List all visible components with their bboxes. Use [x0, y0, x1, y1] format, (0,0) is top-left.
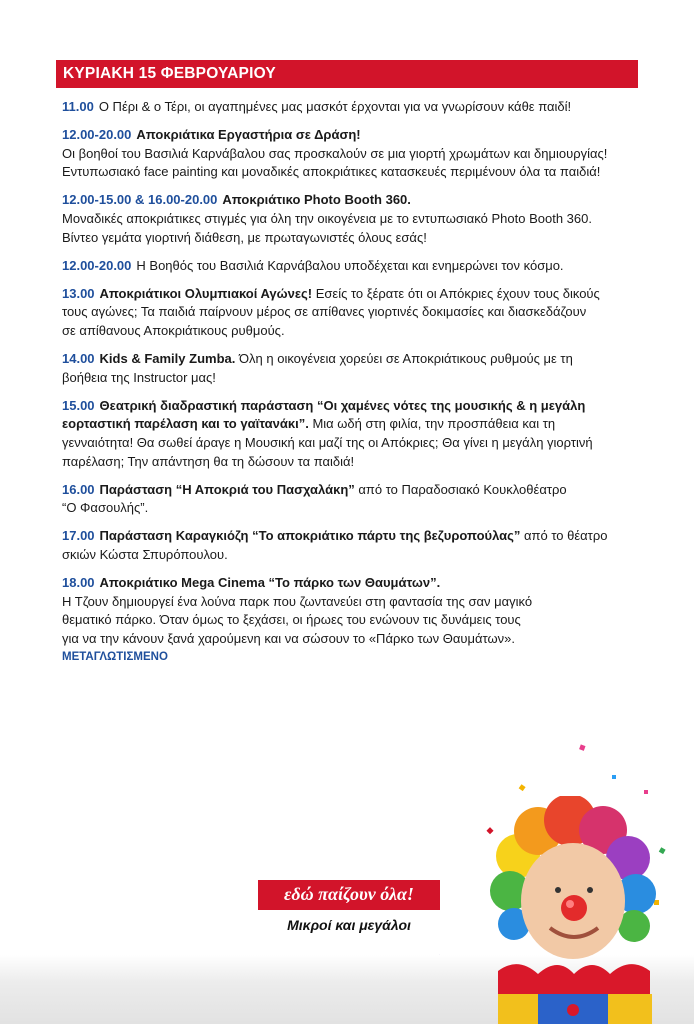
event-title-cont: εορταστική παρέλαση και το γαϊτανάκι”. [62, 416, 309, 432]
event-line: Οι βοηθοί του Βασιλιά Καρνάβαλου σας προσκαλούν σε μια γιορτή χρωμάτων και δημιουργίας! [62, 145, 608, 161]
event-text: Ο Πέρι & ο Τέρι, οι αγαπημένες μας μασκότ έρχονται για να γνωρίσουν κάθε παιδί! [98, 99, 572, 114]
event-title: Παράσταση Καραγκιόζη “Το αποκριάτικο πάρτυ της βεζυροπούλας” [99, 528, 521, 544]
event-line: βοήθεια της Instructor μας! [62, 369, 216, 385]
event-item [62, 257, 652, 276]
event-title: Θεατρική διαδραστική παράσταση “Οι χαμένες νότες της μουσικής & η μεγάλη [99, 397, 586, 413]
event-line: σκιών Κώστα Σπυρόπουλου. [62, 546, 228, 562]
event-title: Αποκριάτικοι Ολυμπιακοί Αγώνες! [99, 285, 313, 301]
event-title: Kids & Family Zumba. [99, 351, 236, 367]
event-item [62, 285, 652, 341]
tagline-logo [258, 880, 440, 910]
event-title: Αποκριάτικα Εργαστήρια σε Δράση! [136, 127, 361, 143]
event-item [62, 574, 652, 667]
event-time: 16.00 [62, 481, 95, 497]
tagline-subtitle: Μικροί και μεγάλοι [287, 917, 411, 933]
event-text: Εσείς το ξέρατε ότι οι Απόκριες έχουν τους δικούς [312, 285, 600, 301]
event-time: 11.00 [62, 99, 94, 114]
event-line: Μοναδικές αποκριάτικες στιγμές για όλη την οικογένεια με το εντυπωσιακό Photo Booth 360. [62, 210, 592, 226]
event-title: Αποκριάτικο Mega Cinema “Το πάρκο των Θαυμάτων”. [99, 574, 441, 590]
event-item [62, 98, 652, 117]
event-time: 18.00 [62, 574, 95, 590]
event-time: 14.00 [62, 351, 95, 367]
tagline-text: εδώ παίζουν όλα! [284, 884, 414, 904]
event-time: 15.00 [62, 397, 95, 413]
event-line: θεματικό πάρκο. Όταν όμως το ξεχάσει, οι ήρωες του ενώνουν τις δυνάμεις τους [62, 612, 521, 628]
event-text: από το Παραδοσιακό Κουκλοθέατρο [354, 481, 567, 497]
event-text: από το θέατρο [520, 528, 608, 544]
event-line: Εντυπωσιακό face painting και μοναδικές αποκριάτικες κατασκευές περιμένουν όλα τα παιδιά! [62, 164, 601, 180]
event-time: 17.00 [62, 528, 95, 544]
event-line: σε απίθανους Αποκριάτικους ρυθμούς. [62, 322, 285, 338]
event-item [62, 481, 652, 518]
event-line: “Ο Φασουλής”. [62, 500, 149, 516]
event-title: Παράσταση “Η Αποκριά του Πασχαλάκη” [99, 481, 355, 497]
event-time: 13.00 [62, 285, 95, 301]
clown-child-illustration [478, 796, 668, 1024]
event-item [62, 350, 652, 387]
event-text: Μια ωδή στη φιλία, την προσπάθεια και τη [308, 416, 556, 432]
event-line: γενναιότητα! Θα σωθεί άραγε η Μουσική και μαζί της οι Απόκριες; Θα γίνει η μεγάλη γιορτινή [62, 434, 593, 450]
event-text: Η Βοηθός του Βασιλιά Καρνάβαλου υποδέχεται και ενημερώνει τον κόσμο. [136, 257, 564, 273]
event-text: Όλη η οικογένεια χορεύει σε Αποκριάτικους ρυθμούς με τη [235, 351, 573, 367]
event-line: Η Τζουν δημιουργεί ένα λούνα παρκ που ζωντανεύει στη φαντασία της σαν μαγικό [62, 593, 533, 609]
dubbed-note: ΜΕΤΑΓΛΩΤΙΣΜΕΝΟ [62, 651, 168, 664]
event-item [62, 191, 652, 247]
event-schedule [62, 98, 652, 676]
event-line: για να την κάνουν ξανά χαρούμενη και να σώσουν το «Πάρκο των Θαυμάτων». [62, 630, 515, 646]
event-item [62, 397, 652, 471]
event-title: Αποκριάτικο Photo Booth 360. [222, 192, 411, 208]
event-time: 12.00-15.00 & 16.00-20.00 [62, 192, 218, 208]
event-time: 12.00-20.00 [62, 127, 132, 143]
event-item [62, 527, 652, 564]
event-line: τους αγώνες; Τα παιδιά παίρνουν μέρος σε απίθανες γιορτινές δοκιμασίες και διασκεδάζουν [62, 304, 587, 320]
event-line: Βίντεο γεμάτα γιορτινή διάθεση, με πρωταγωνιστές όλους εσάς! [62, 229, 427, 245]
event-time: 12.00-20.00 [62, 257, 132, 273]
event-item [62, 126, 652, 182]
event-line: παρέλαση; Την απάντηση θα τη δώσουν τα παιδιά! [62, 453, 355, 469]
date-header-title: ΚΥΡΙΑΚΗ 15 ΦΕΒΡΟΥΑΡΙΟΥ [63, 65, 276, 82]
date-header-bar [56, 60, 638, 88]
